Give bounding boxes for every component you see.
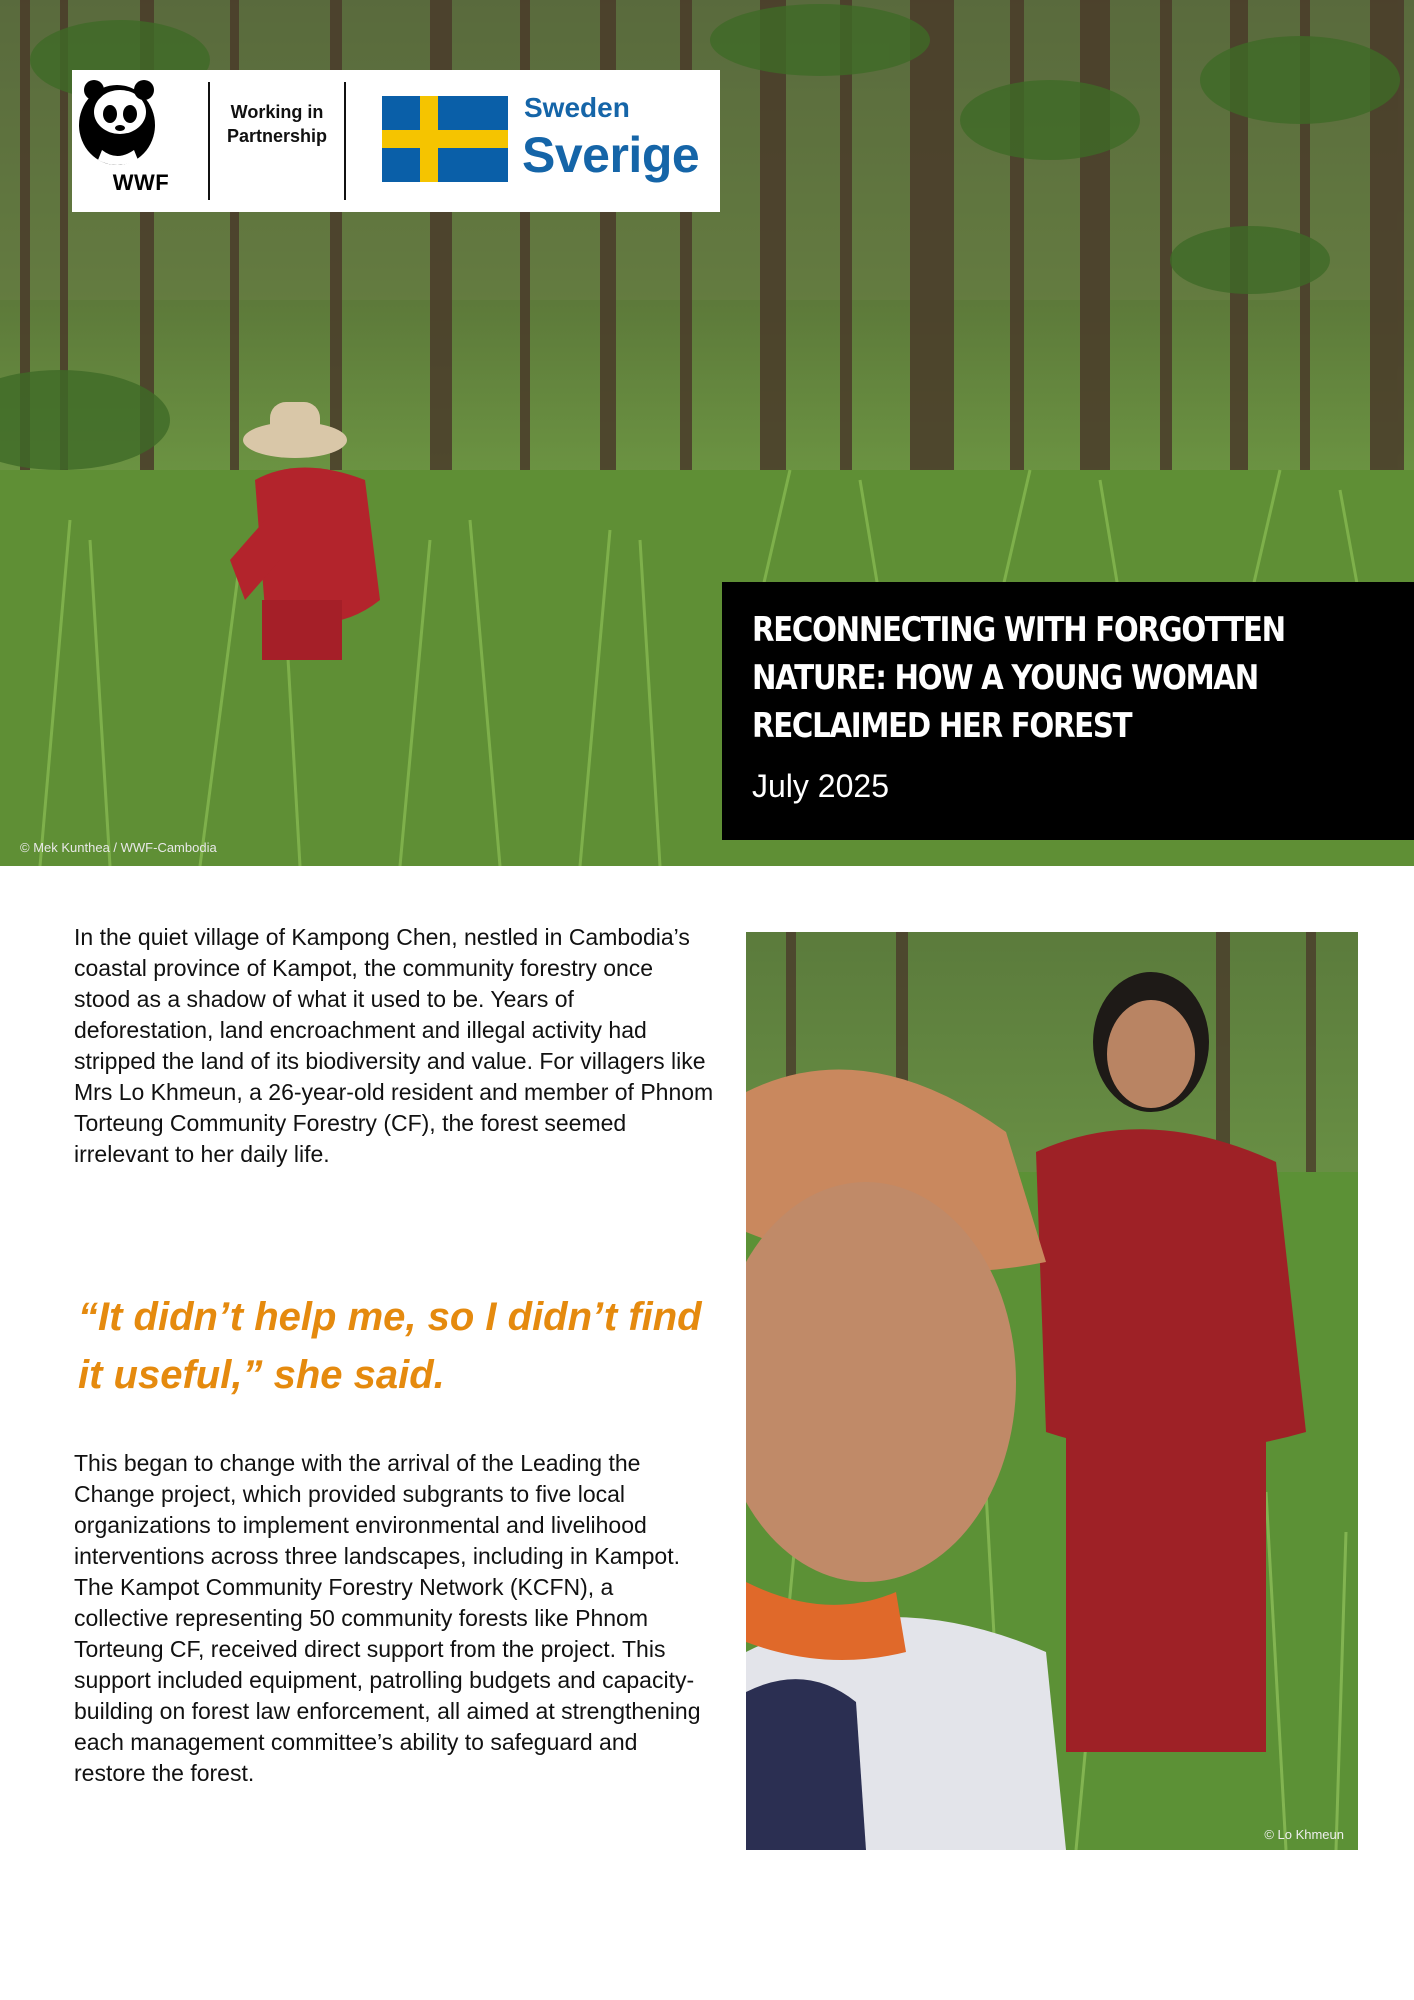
title-panel bbox=[722, 582, 1414, 840]
sweden-flag-icon bbox=[382, 96, 508, 182]
photo-credit: © Lo Khmeun bbox=[1264, 1827, 1344, 1842]
sverige-wordmark: Sverige bbox=[522, 127, 700, 183]
publication-date: July 2025 bbox=[752, 768, 889, 804]
women-in-forest-illustration bbox=[746, 932, 1358, 1850]
logo-divider bbox=[208, 82, 210, 200]
wwf-wordmark: WWF bbox=[112, 170, 170, 195]
page-title: RECONNECTING WITH FORGOTTEN NATURE: HOW A YOUNG WOMAN RECLAIMED HER FOREST bbox=[752, 610, 1285, 746]
sweden-wordmark: Sweden bbox=[524, 92, 630, 123]
intro-paragraph: In the quiet village of Kampong Chen, nestled in Cambodia’s coastal province of Kampot, the community forestry once stood as a shadow of what it used to be. Years of deforestation, land encroachment and illegal activity had stripped the land of its biodiversity and value. For villagers like Mrs Lo Khmeun, a 26-year-old resident and member of Phnom Torteung Community Forestry (CF), the forest seemed irrelevant to her daily life. bbox=[74, 924, 714, 1167]
standing-woman bbox=[1036, 972, 1306, 1752]
pull-quote: “It didn’t help me, so I didn’t find it useful,” she said. bbox=[78, 1295, 702, 1397]
body-paragraph: This began to change with the arrival of the Leading the Change project, which provided subgrants to five local organizations to implement environmental and livelihood interventions across three landscapes, including in Kampot. The Kampot Community Forestry Network (KCFN), a collective representing 50 community forests like Phnom Torteung CF, received direct support from the project. This support included equipment, patrolling budgets and capacity-building on forest law enforcement, all aimed at strengthening each management committee’s ability to safeguard and restore the forest. bbox=[74, 1450, 701, 1786]
photo-credit: © Mek Kunthea / WWF-Cambodia bbox=[20, 840, 217, 855]
hero-photo bbox=[0, 0, 1414, 866]
logo-divider bbox=[344, 82, 346, 200]
portrait-photo bbox=[746, 932, 1358, 1850]
partnership-label: Working in Partnership bbox=[226, 102, 328, 146]
partner-logo-banner bbox=[72, 70, 720, 212]
